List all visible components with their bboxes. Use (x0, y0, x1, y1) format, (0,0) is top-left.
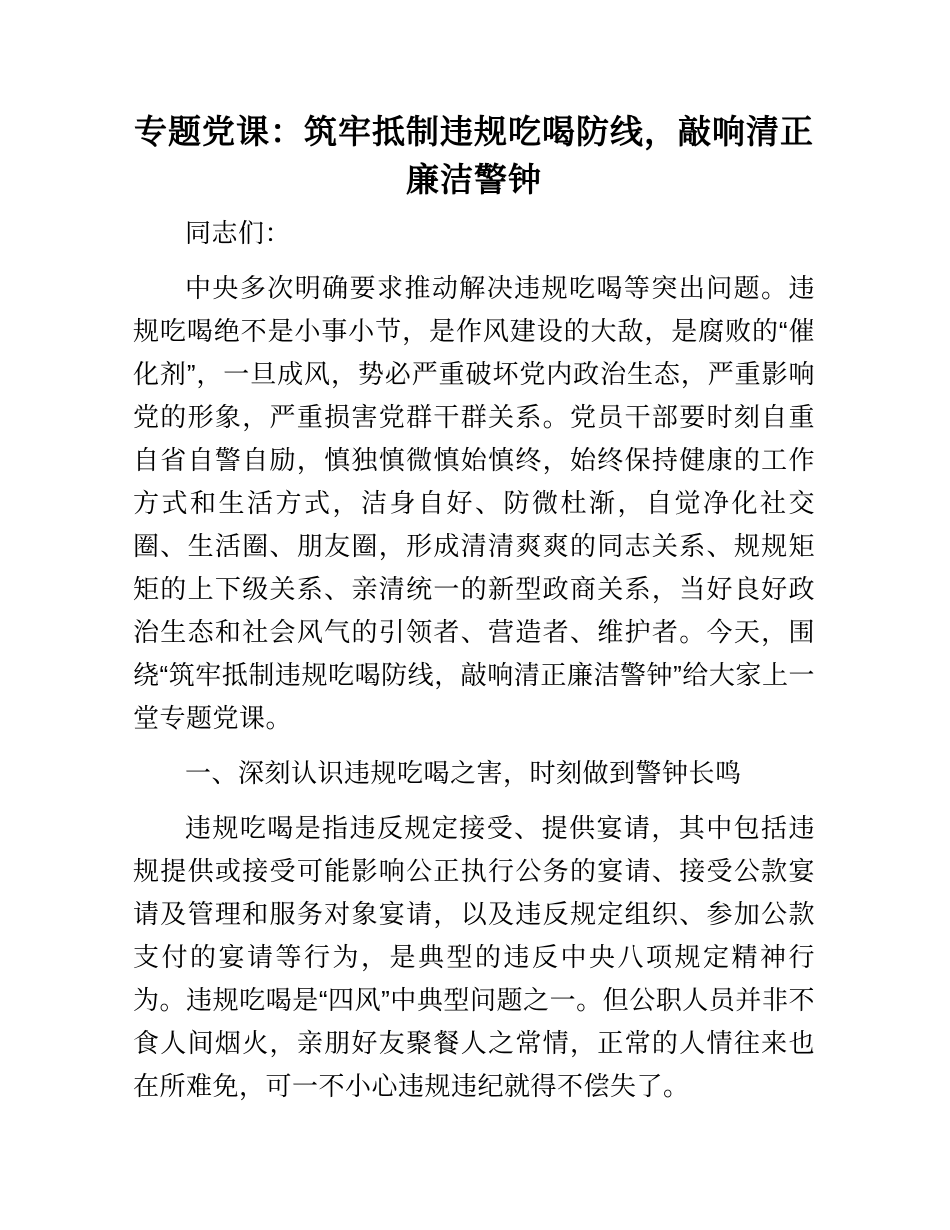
document-title: 专题党课：筑牢抵制违规吃喝防线，敲响清正廉洁警钟 (134, 113, 814, 198)
paragraph-section-1: 违规吃喝是指违反规定接受、提供宴请，其中包括违规提供或接受可能影响公正执行公务的宴请、接受公款宴请及管理和服务对象宴请，以及违反规定组织、参加公款支付的宴请等行为，是典型的违反中央八项规定精神行为。违规吃喝是“四风”中典型问题之一。但公职人员并非不食人间烟火，亲朋好友聚餐人之常情，正常的人情往来也在所难免，可一不小心违规违纪就得不偿失了。 (133, 813, 815, 1101)
salutation: 同志们： (185, 218, 292, 248)
section-heading-1: 一、深刻认识违规吃喝之害，时刻做到警钟长鸣 (185, 758, 742, 788)
paragraph-intro: 中央多次明确要求推动解决违规吃喝等突出问题。违规吃喝绝不是小事小节，是作风建设的大敌，是腐败的“催化剂”，一旦成风，势必严重破坏党内政治生态，严重影响党的形象，严重损害党群干群关系。党员干部要时刻自重自省自警自励，慎独慎微慎始慎终，始终保持健康的工作方式和生活方式，洁身自好、防微杜渐，自觉净化社交圈、生活圈、朋友圈，形成清清爽爽的同志关系、规规矩矩的上下级关系、亲清统一的新型政商关系，当好良好政治生态和社会风气的引领者、营造者、维护者。今天，围绕“筑牢抵制违规吃喝防线，敲响清正廉洁警钟”给大家上一堂专题党课。 (133, 273, 815, 733)
